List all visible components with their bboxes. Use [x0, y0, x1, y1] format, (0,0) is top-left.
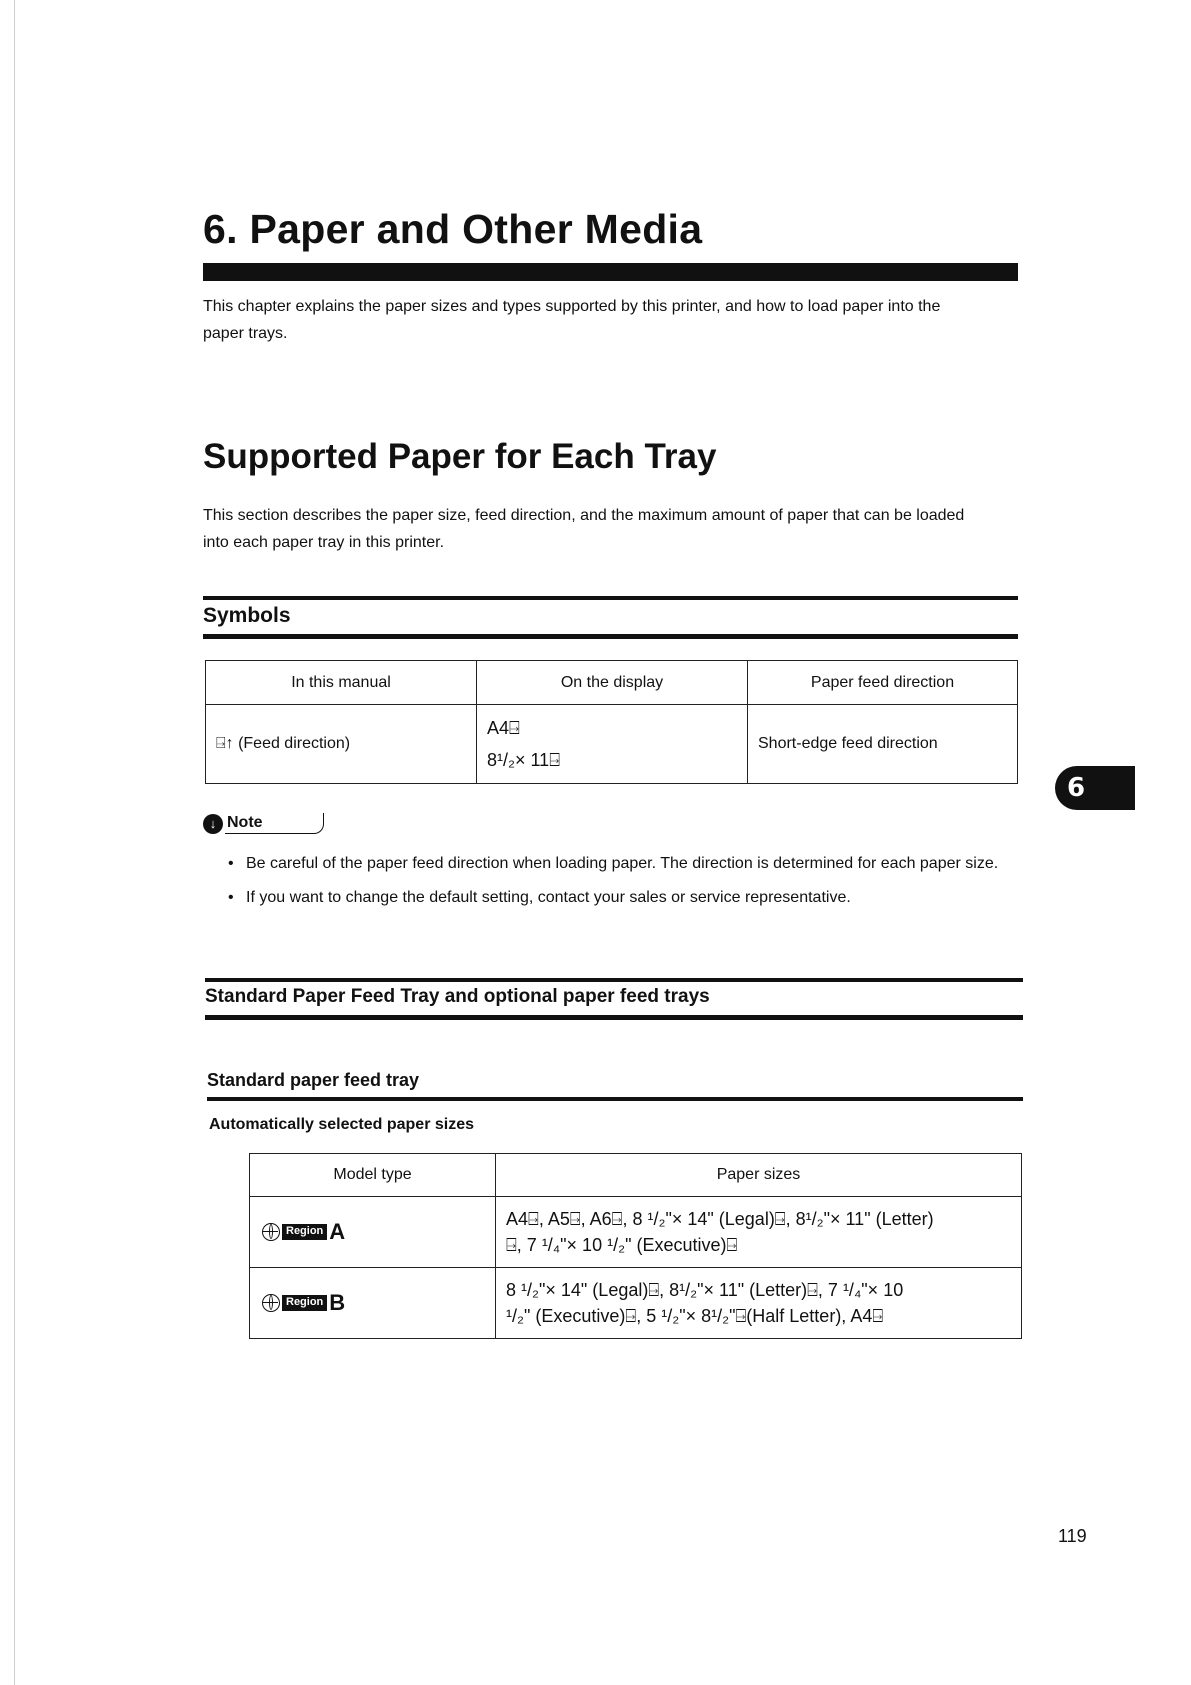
standard-tray-rule: [207, 1097, 1023, 1101]
symbols-top-rule: [203, 596, 1018, 600]
region-tag: Region: [282, 1224, 327, 1240]
page-number: 119: [1058, 1526, 1087, 1546]
chapter-title-bar: [203, 263, 1018, 281]
chapter-intro: [203, 293, 1023, 347]
sizes-line: ⍈, 7 ¹/₄"× 10 ¹/₂" (Executive)⍈: [506, 1235, 738, 1255]
display-example-a4: A4⍈: [487, 718, 520, 738]
trays-heading: Standard Paper Feed Tray and optional paper feed trays: [205, 986, 710, 1007]
page-edge-line: [14, 0, 15, 1685]
model-cell-region-b: [250, 1268, 496, 1339]
sizes-line: A4⍈, A5⍈, A6⍈, 8 ¹/₂"× 14" (Legal)⍈, 8¹/₂"× 11" (Letter): [506, 1209, 934, 1229]
section-intro-line1: This section describes the paper size, feed direction, and the maximum amount of paper that can be loaded: [203, 507, 965, 524]
table-caption: Automatically selected paper sizes: [209, 1116, 474, 1133]
symbols-heading: Symbols: [203, 604, 291, 627]
section-intro-line2: into each paper tray in this printer.: [203, 534, 445, 551]
note-list: [230, 850, 1020, 918]
globe-icon: [262, 1294, 280, 1312]
sizes-line: ¹/₂" (Executive)⍈, 5 ¹/₂"× 8¹/₂"⍈(Half Letter), A4⍈: [506, 1306, 884, 1326]
note-label: Note: [225, 813, 324, 834]
trays-top-rule: [205, 978, 1023, 982]
symbols-table: [205, 660, 1018, 784]
trays-bottom-rule: [205, 1015, 1023, 1020]
symbols-header-direction: Paper feed direction: [748, 661, 1018, 705]
region-letter: B: [329, 1289, 346, 1315]
paper-header-model: Model type: [250, 1154, 496, 1197]
paper-sizes-table: [249, 1153, 1022, 1339]
model-cell-region-a: [250, 1197, 496, 1268]
feed-direction-icon: ⍈↑: [216, 735, 234, 752]
note-item: • If you want to change the default setting, contact your sales or service representative.: [230, 884, 1020, 912]
globe-icon: [262, 1223, 280, 1241]
region-a-mark: [262, 1219, 345, 1245]
symbols-cell-manual: [206, 705, 477, 784]
chapter-intro-line2: paper trays.: [203, 325, 288, 342]
chapter-title: 6. Paper and Other Media: [203, 206, 703, 252]
note-icon: ↓: [203, 814, 223, 834]
symbols-header-display: On the display: [477, 661, 748, 705]
display-example-letter: 8¹/₂× 11⍈: [487, 750, 560, 770]
sizes-cell-region-b: [496, 1268, 1022, 1339]
section-title: Supported Paper for Each Tray: [203, 437, 717, 476]
chapter-side-tab: 6: [1055, 766, 1135, 810]
paper-header-sizes: Paper sizes: [496, 1154, 1022, 1197]
symbols-header-manual: In this manual: [206, 661, 477, 705]
symbols-cell-display: [477, 705, 748, 784]
note-badge: [203, 813, 324, 834]
symbols-cell-direction: Short-edge feed direction: [748, 705, 1018, 784]
standard-tray-heading: Standard paper feed tray: [207, 1070, 420, 1090]
region-letter: A: [329, 1218, 346, 1244]
section-intro: [203, 502, 1023, 556]
feed-direction-text: (Feed direction): [238, 735, 351, 752]
symbols-bottom-rule: [203, 634, 1018, 639]
region-tag: Region: [282, 1295, 327, 1311]
note-item: • Be careful of the paper feed direction when loading paper. The direction is determined for each paper size.: [230, 850, 1020, 878]
sizes-line: 8 ¹/₂"× 14" (Legal)⍈, 8¹/₂"× 11" (Letter)⍈, 7 ¹/₄"× 10: [506, 1280, 904, 1300]
region-b-mark: [262, 1290, 345, 1316]
chapter-intro-line1: This chapter explains the paper sizes and types supported by this printer, and how to load paper into the: [203, 298, 941, 315]
sizes-cell-region-a: [496, 1197, 1022, 1268]
